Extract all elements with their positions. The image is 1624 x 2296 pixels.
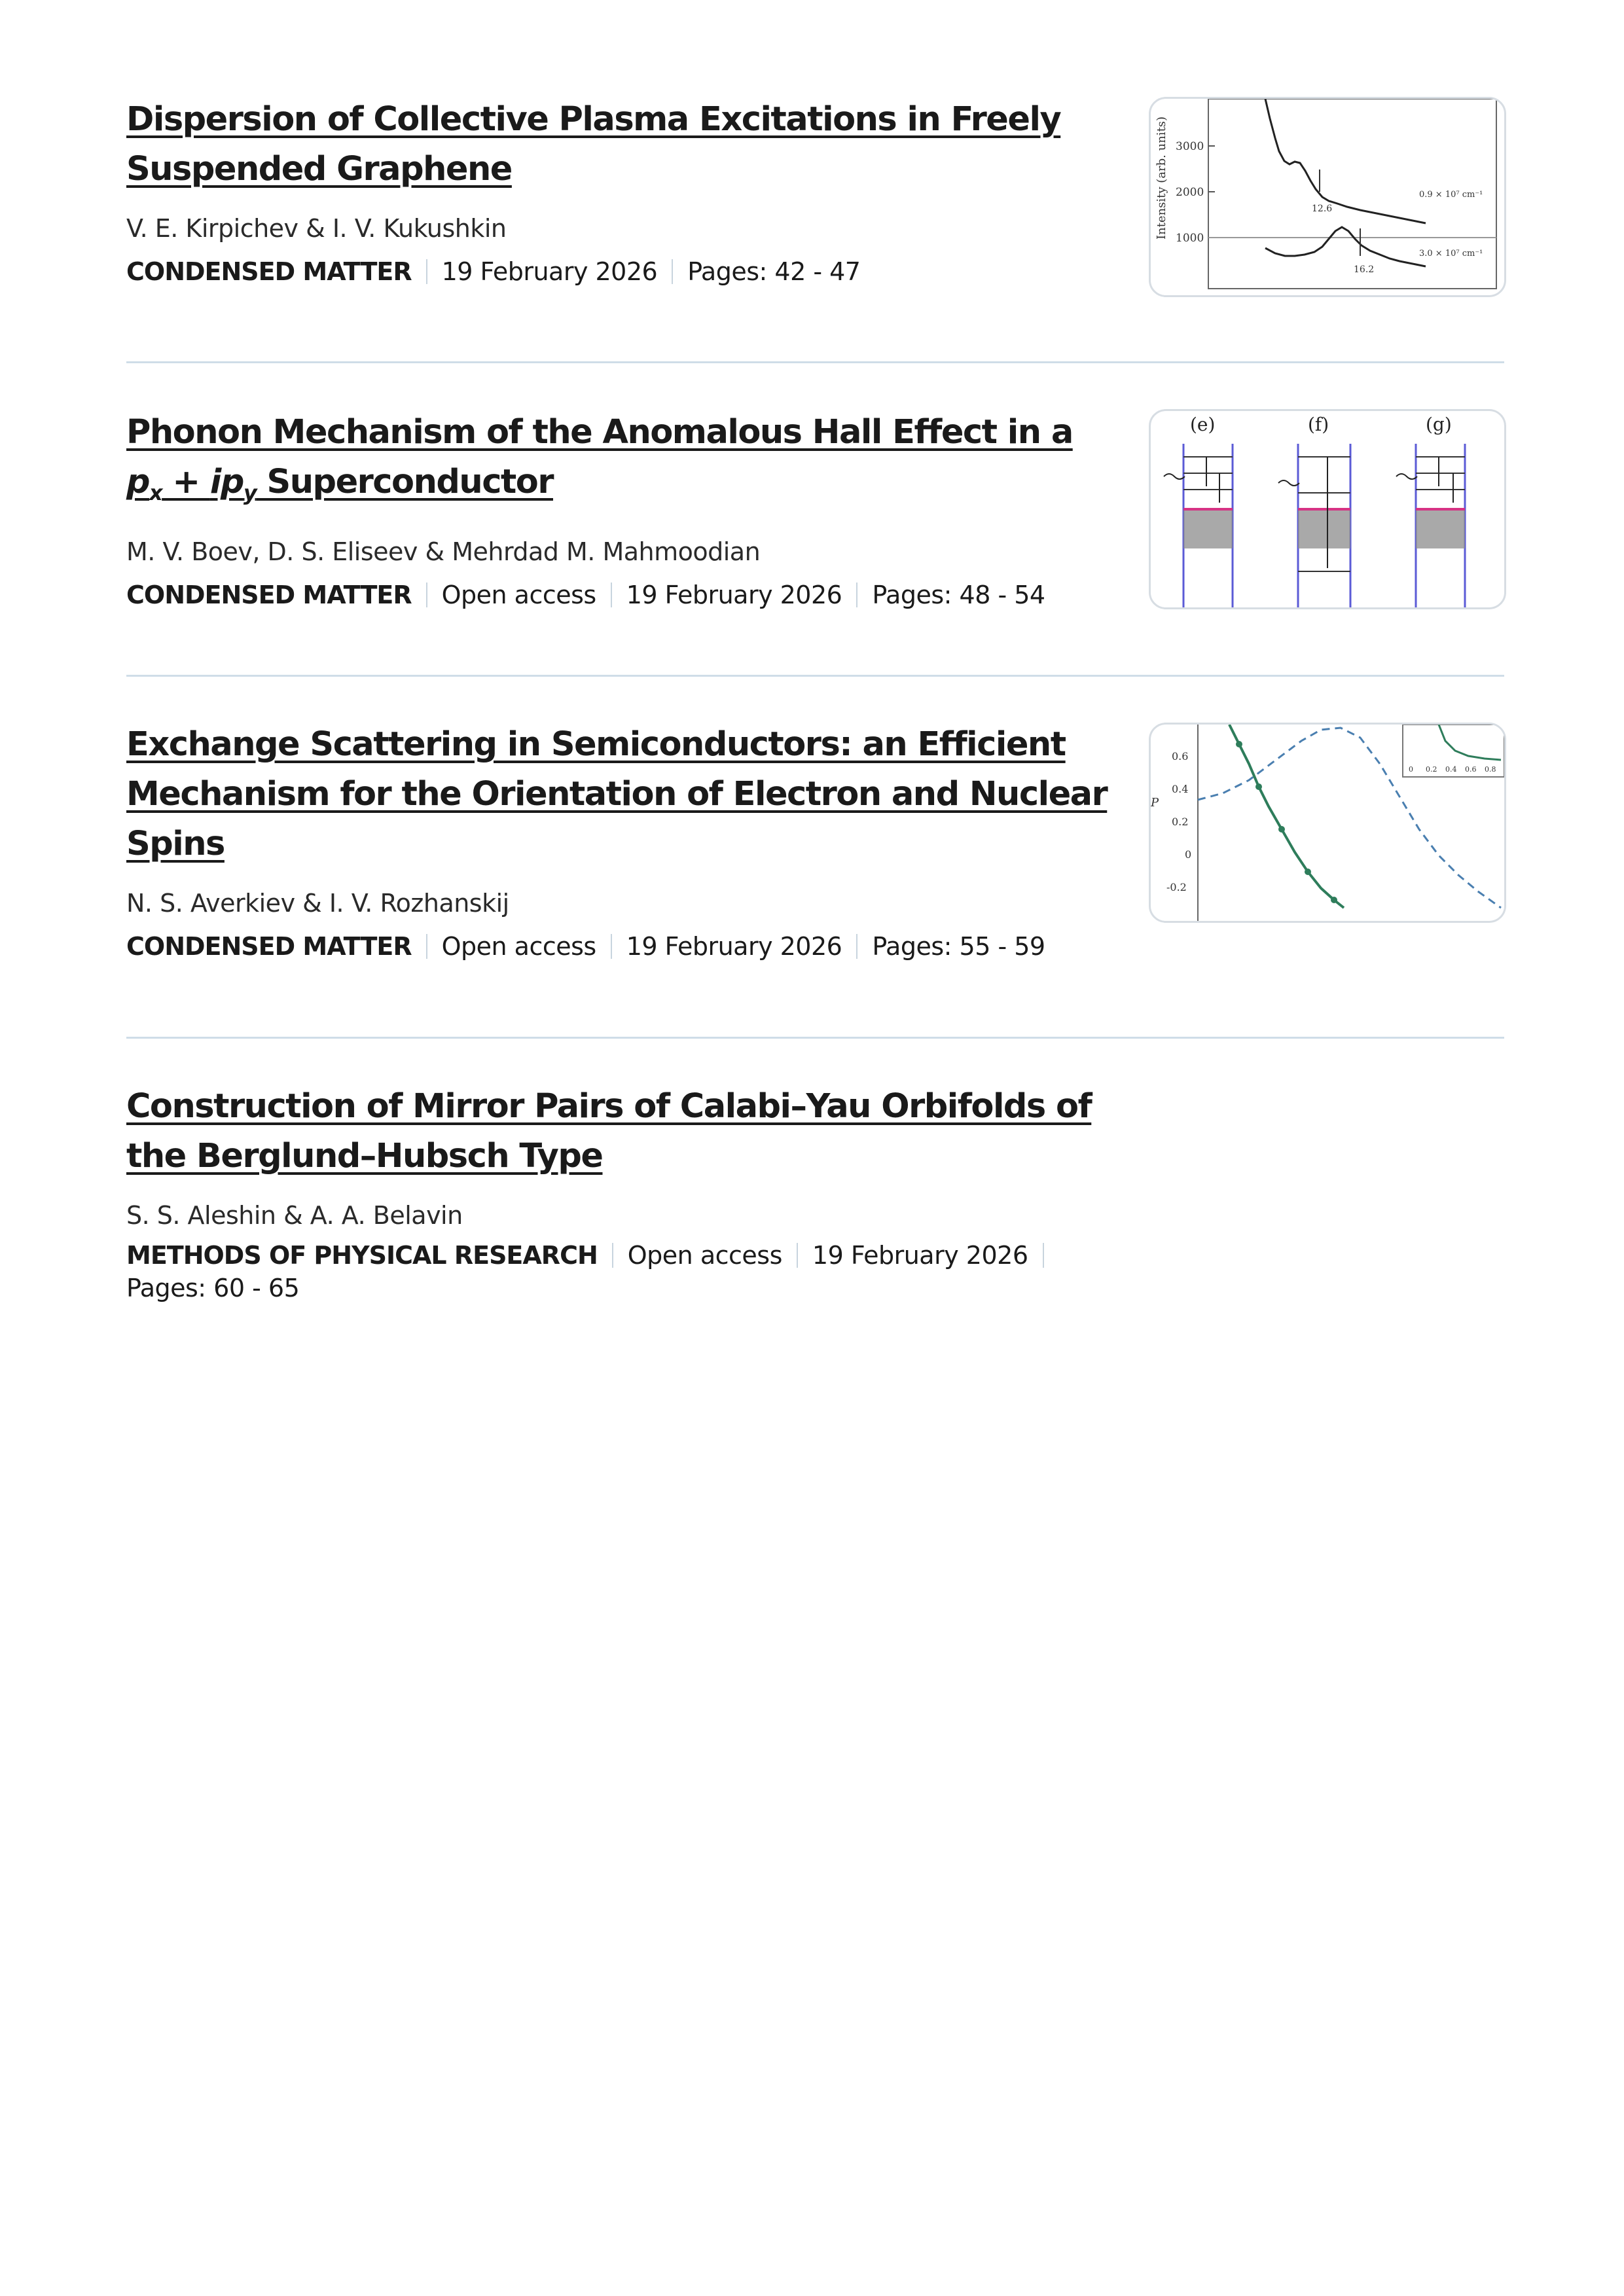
article-meta — [126, 1239, 1108, 1304]
inset-tick: 0.2 — [1426, 765, 1437, 774]
meta-divider — [426, 934, 427, 959]
plot-ylabel: P — [1151, 796, 1159, 810]
inset-tick: 0.4 — [1445, 765, 1457, 774]
panel-label: (e) — [1190, 414, 1216, 435]
meta-divider — [672, 259, 673, 284]
spectrum-curve-lower — [1265, 227, 1426, 266]
article-figure-thumbnail[interactable] — [1149, 723, 1506, 923]
article-meta — [126, 257, 1108, 286]
polarization-plot-figure — [1151, 725, 1504, 921]
article-text — [126, 1082, 1108, 1304]
open-access-label: Open access — [441, 581, 596, 610]
article-pages: Pages: 42 - 47 — [687, 257, 861, 286]
title-text: + — [162, 463, 210, 501]
open-access-label: Open access — [627, 1241, 782, 1270]
panel-label: (g) — [1426, 414, 1452, 435]
article-item — [126, 677, 1504, 1039]
spectrum-plot-figure — [1151, 99, 1504, 295]
article-date: 19 February 2026 — [441, 257, 658, 286]
article-figure-thumbnail[interactable] — [1149, 97, 1506, 297]
panel-e — [1164, 444, 1233, 607]
inset-tick: 0.6 — [1465, 765, 1477, 774]
article-text — [126, 720, 1108, 961]
peak-label: 12.6 — [1312, 204, 1333, 214]
panel-g — [1396, 444, 1465, 607]
plot-ytick: 0.6 — [1172, 750, 1189, 762]
title-text: Phonon Mechanism of the Anomalous Hall Effect in a — [126, 413, 1073, 452]
plot-ytick: 2000 — [1176, 186, 1204, 199]
title-math-subscript: x — [149, 480, 162, 506]
article-title-link[interactable]: Exchange Scattering in Semiconductors: an Efficient Mechanism for the Orientation of Electron and Nuclear Spins — [126, 725, 1108, 863]
meta-divider — [1043, 1243, 1044, 1268]
article-item — [126, 92, 1504, 363]
title-math: p — [126, 463, 150, 501]
meta-divider — [856, 583, 857, 607]
panel-label: (f) — [1308, 414, 1329, 435]
article-title — [126, 408, 1108, 518]
open-access-label: Open access — [441, 932, 596, 961]
title-math-subscript: y — [243, 480, 257, 506]
plot-ylabel: Intensity (arb. units) — [1155, 116, 1168, 240]
article-section[interactable]: CONDENSED MATTER — [126, 932, 412, 961]
article-authors: N. S. Averkiev & I. V. Rozhanskij — [126, 889, 509, 918]
peak-label: 16.2 — [1354, 264, 1375, 275]
panel-f — [1278, 444, 1350, 607]
meta-divider — [611, 934, 612, 959]
article-authors: S. S. Aleshin & A. A. Belavin — [126, 1201, 463, 1230]
plot-ytick: 0.4 — [1172, 783, 1189, 795]
spectrum-curve-upper — [1265, 99, 1426, 223]
article-title — [126, 1082, 1108, 1181]
article-section[interactable]: METHODS OF PHYSICAL RESEARCH — [126, 1241, 598, 1270]
meta-divider — [611, 583, 612, 607]
plot-ytick: -0.2 — [1166, 881, 1187, 893]
meta-divider — [856, 934, 857, 959]
data-points — [1236, 741, 1337, 903]
solid-curve — [1229, 725, 1344, 908]
article-section[interactable]: CONDENSED MATTER — [126, 581, 412, 610]
article-pages: Pages: 48 - 54 — [872, 581, 1045, 610]
plot-ytick: 0.2 — [1172, 816, 1189, 828]
curve-label: 3.0 × 10⁷ cm⁻¹ — [1419, 249, 1483, 259]
article-title-link[interactable]: Dispersion of Collective Plasma Excitations in Freely Suspended Graphene — [126, 100, 1061, 188]
article-item — [126, 1039, 1504, 1366]
article-text — [126, 408, 1108, 609]
plot-ytick: 0 — [1185, 848, 1192, 861]
meta-divider — [797, 1243, 798, 1268]
article-date: 19 February 2026 — [626, 581, 842, 610]
meta-divider — [612, 1243, 613, 1268]
article-date: 19 February 2026 — [812, 1241, 1028, 1270]
article-title-link[interactable]: Construction of Mirror Pairs of Calabi–Yau Orbifolds of the Berglund–Hubsch Type — [126, 1087, 1092, 1175]
article-date: 19 February 2026 — [626, 932, 842, 961]
article-meta — [126, 581, 1108, 609]
article-section[interactable]: CONDENSED MATTER — [126, 257, 412, 286]
title-math: ip — [209, 463, 244, 501]
title-text: Superconductor — [256, 463, 553, 501]
article-meta — [126, 932, 1108, 961]
meta-divider — [426, 583, 427, 607]
article-title — [126, 720, 1108, 869]
article-figure-thumbnail[interactable] — [1149, 409, 1506, 609]
meta-divider — [426, 259, 427, 284]
article-title-link[interactable] — [126, 413, 1073, 506]
article-list — [126, 92, 1504, 1366]
article-authors: M. V. Boev, D. S. Eliseev & Mehrdad M. Mahmoodian — [126, 537, 761, 567]
article-item — [126, 363, 1504, 677]
article-title — [126, 95, 1108, 194]
plot-ytick: 3000 — [1176, 140, 1204, 153]
article-text — [126, 95, 1108, 286]
inset-tick: 0.8 — [1485, 765, 1496, 774]
article-authors: V. E. Kirpichev & I. V. Kukushkin — [126, 214, 507, 243]
article-pages: Pages: 55 - 59 — [872, 932, 1045, 961]
energy-diagram-figure — [1151, 411, 1504, 607]
inset-tick: 0 — [1409, 765, 1413, 774]
plot-ytick: 1000 — [1176, 232, 1204, 245]
curve-label: 0.9 × 10⁷ cm⁻¹ — [1419, 190, 1483, 200]
article-pages: Pages: 60 - 65 — [126, 1274, 300, 1302]
